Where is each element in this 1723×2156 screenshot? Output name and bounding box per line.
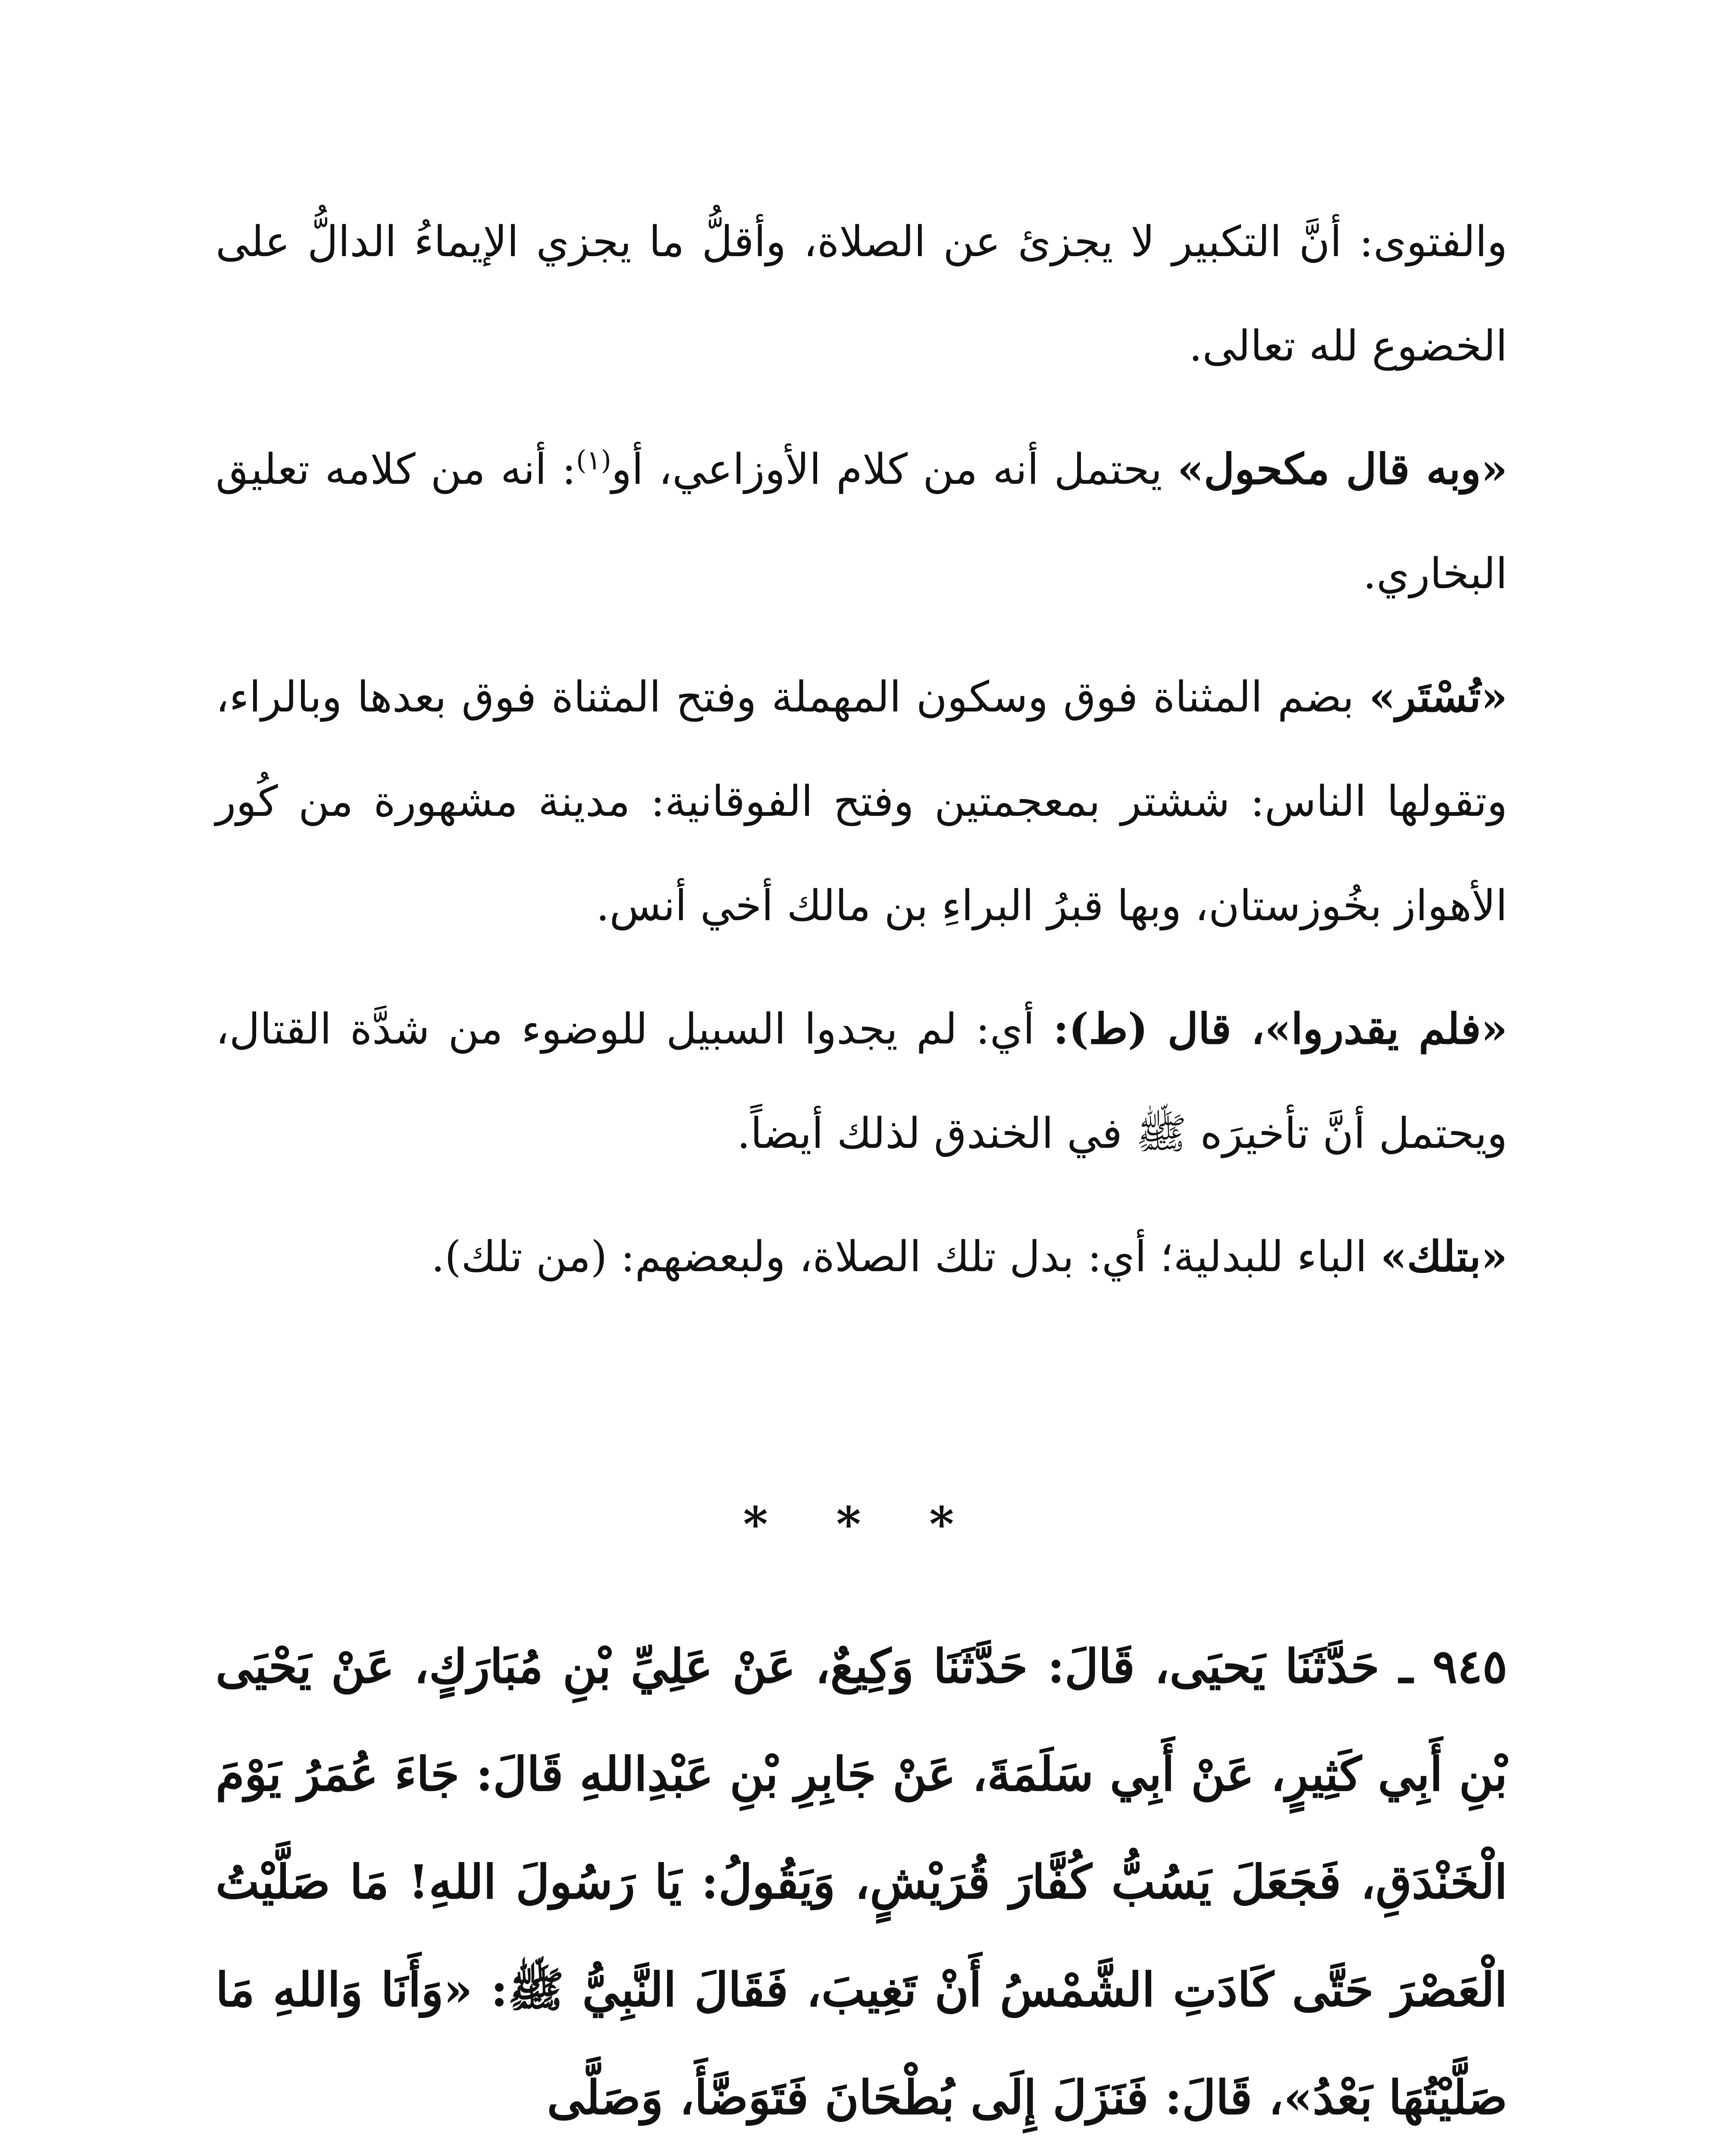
hadith-body: حَدَّثَنَا يَحيَى، قَالَ: حَدَّثَنَا وَكِيعٌ، عَنْ عَلِيِّ بْنِ مُبَارَكٍ، عَنْ يَحْيَى بْنِ أَبِي كَثِيرٍ، عَنْ أَبِي سَلَمَةَ، عَنْ جَابِرِ بْنِ عَبْدِاللهِ قَالَ: جَاءَ عُمَرُ يَوْمَ الْخَنْدَقِ، فَجَعَلَ يَسُبُّ كُفَّارَ قُرَيْشٍ، وَيَقُولُ: يَا رَسُولَ اللهِ! مَا صَلَّيْتُ الْعَصْرَ حَتَّى كَادَتِ الشَّمْسُ أَنْ تَغِيبَ، فَقَالَ النَّبِيُّ ﷺ: «وَأَنَا وَاللهِ مَا صَلَّيْتُهَا بَعْدُ»، قَالَ: فَنَزَلَ إِلَى بُطْحَانَ فَتَوَضَّأَ، وَصَلَّى: [216, 1639, 1507, 2125]
hadith-number: ٩٤٥ ـ: [1399, 1639, 1507, 1694]
commentary-paragraph-2: [216, 417, 1507, 626]
commentary-paragraph-1: [216, 190, 1507, 398]
section-separator: * * *: [743, 1496, 980, 1552]
paragraph-text: أي: لم يجدوا السبيل للوضوء من شدَّة القتال، ويحتمل أنَّ تأخيرَه ﷺ في الخندق لذلك أيضاً.: [216, 1005, 1507, 1158]
footnote-reference: (١): [576, 444, 611, 476]
lemma: «وبه قال مكحول»: [1177, 445, 1507, 494]
commentary-section: [216, 190, 1507, 1328]
hadith-text: [216, 1613, 1507, 2152]
commentary-paragraph-4: [216, 977, 1507, 1186]
paragraph-text: : أنه من كلامه تعليق البخاري.: [216, 445, 1507, 599]
lemma: «بتلك»: [1380, 1232, 1507, 1282]
lemma: «تُسْتَر»: [1369, 672, 1507, 722]
paragraph-text: يحتمل أنه من كلام الأوزاعي، أو: [611, 445, 1178, 494]
commentary-paragraph-3: [216, 645, 1507, 958]
lemma: «فلم يقدروا»، قال (ط):: [1053, 1004, 1507, 1054]
paragraph-text: الباء للبدلية؛ أي: بدل تلك الصلاة، ولبعضهم: (من تلك).: [431, 1232, 1381, 1282]
paragraph-text: والفتوى: أنَّ التكبير لا يجزئ عن الصلاة، وأقلُّ ما يجزي الإيماءُ الدالُّ على الخضوع لله تعالى.: [216, 217, 1507, 371]
paragraph-text: بضم المثناة فوق وسكون المهملة وفتح المثناة فوق بعدها وبالراء، وتقولها الناس: ششتر بمعجمتين وفتح الفوقانية: مدينة مشهورة من كُور الأهواز بخُوزستان، وبها قبرُ البراءِ بن مالك أخي أنس.: [216, 673, 1507, 931]
commentary-paragraph-5: [216, 1205, 1507, 1309]
